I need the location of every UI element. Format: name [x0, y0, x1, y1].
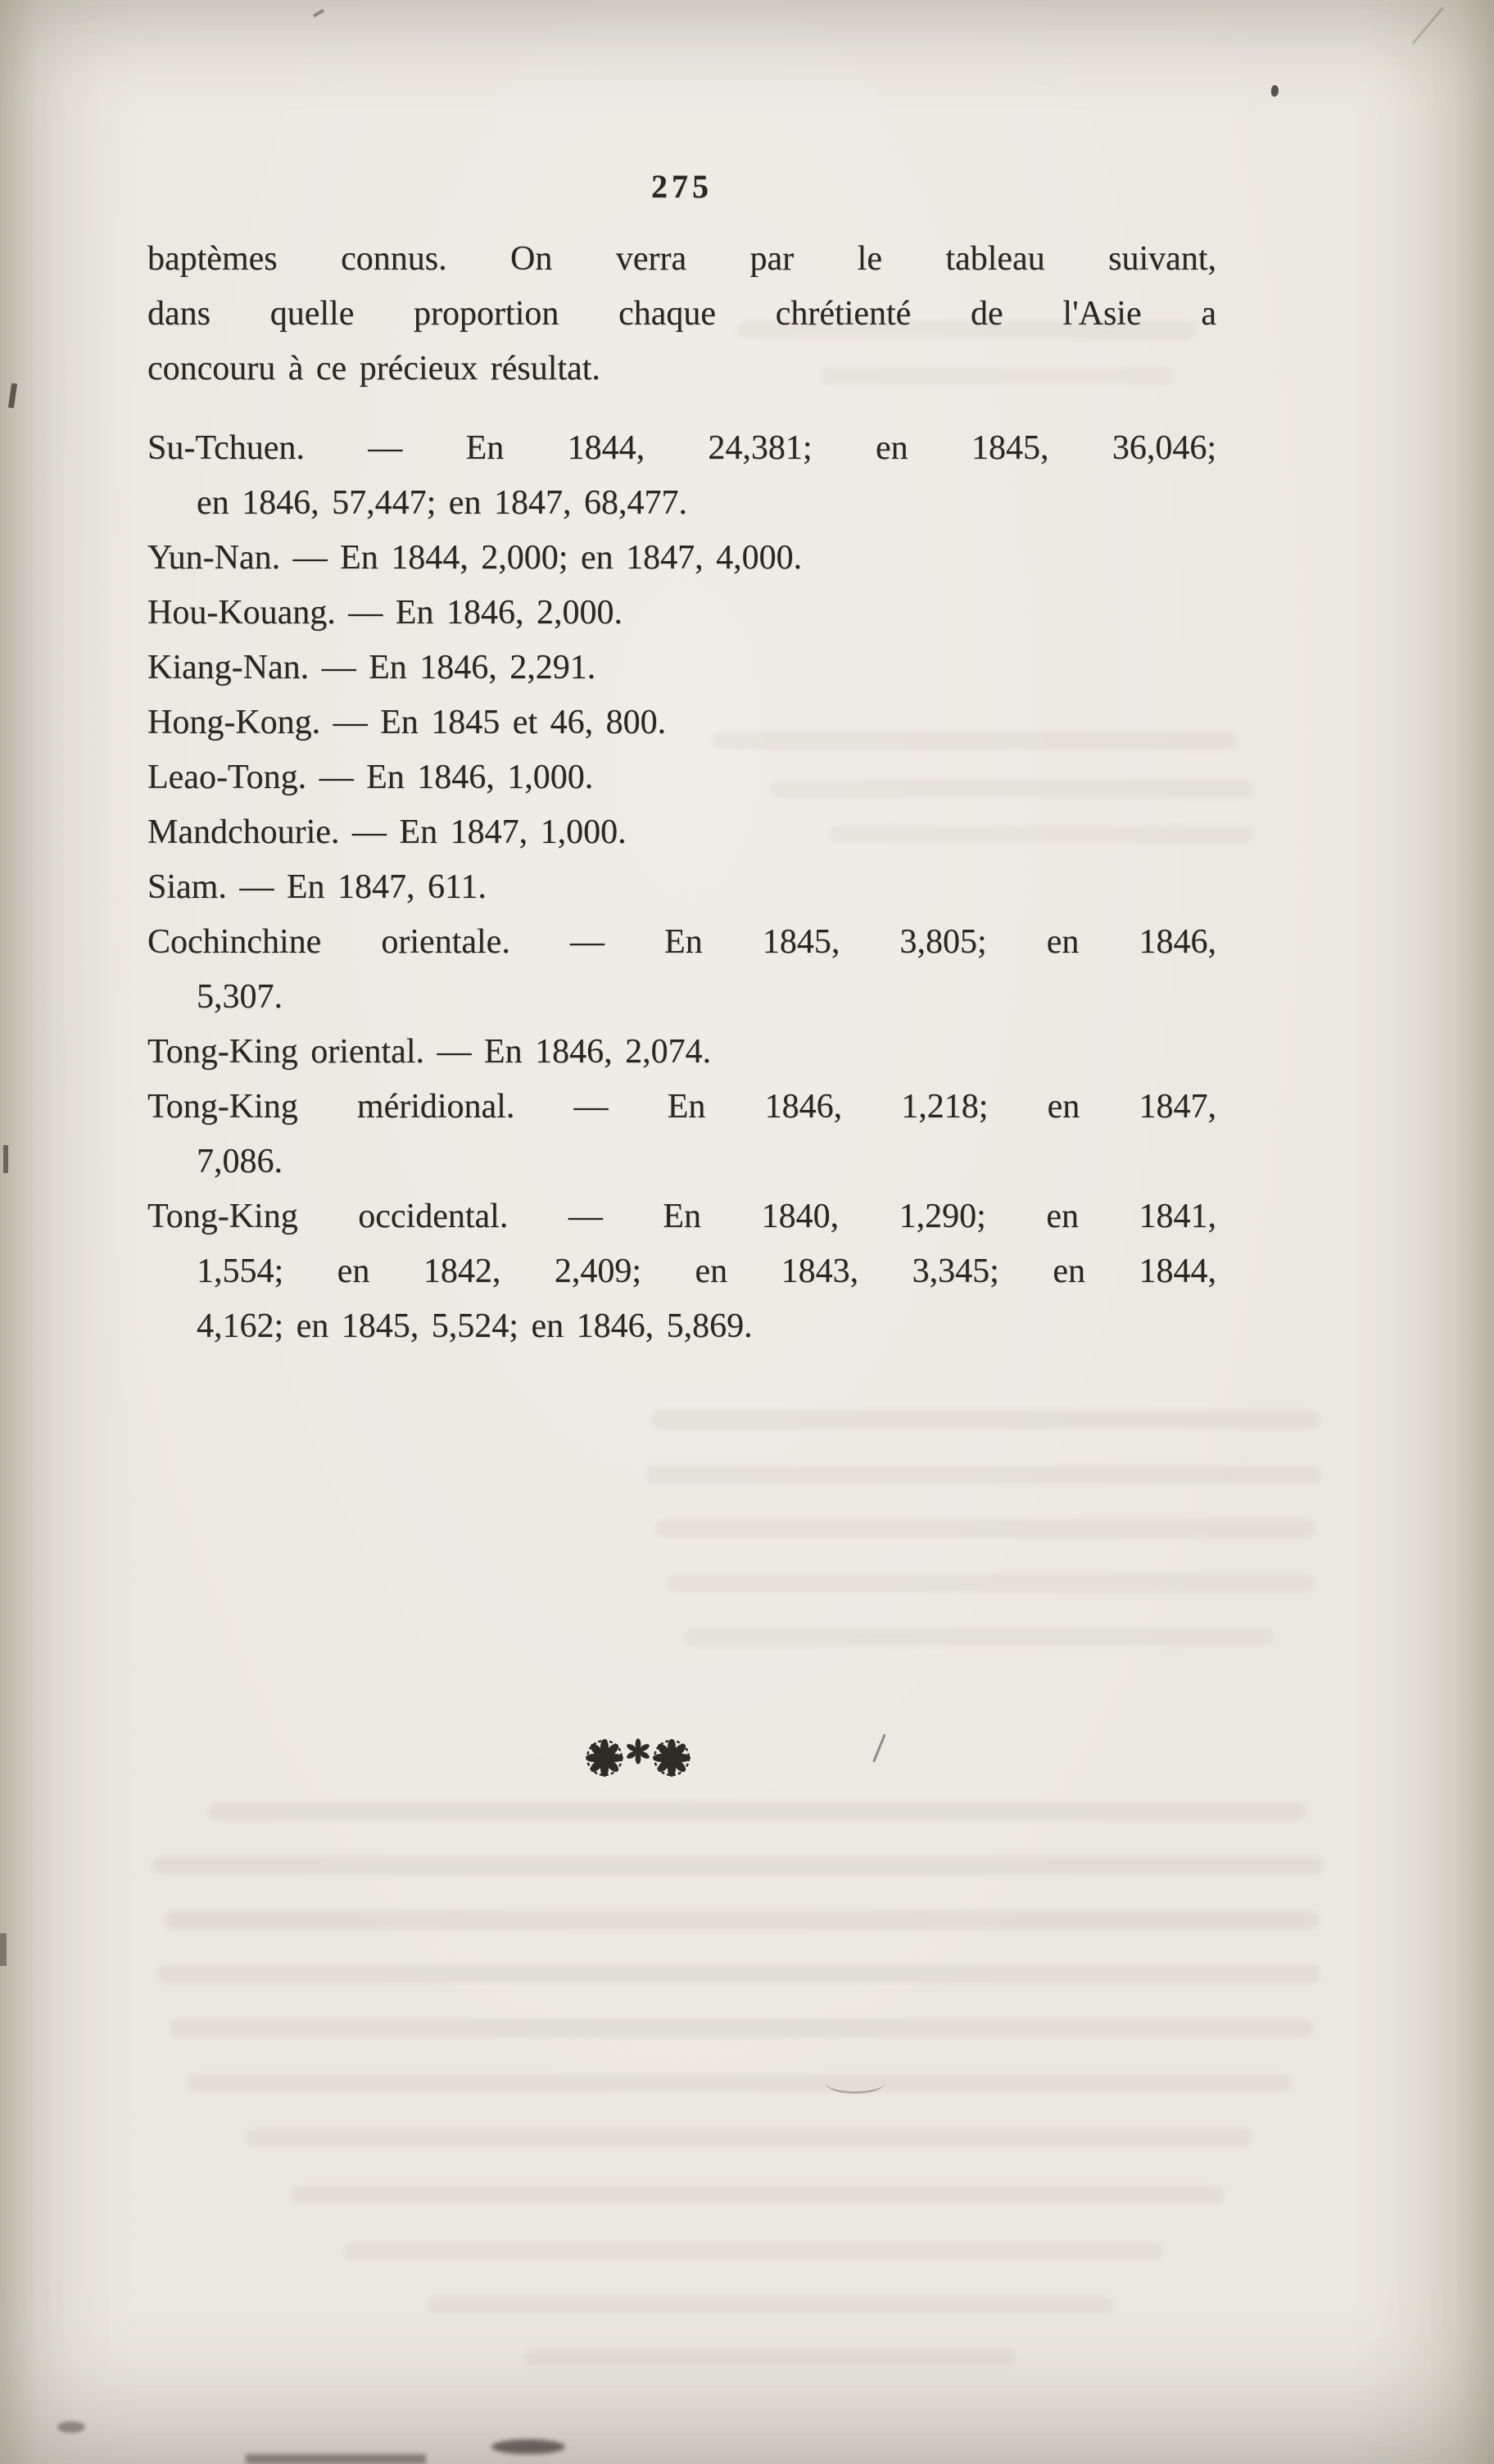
entry-continuation-line: en 1846, 57,447; en 1847, 68,477. — [197, 484, 687, 522]
mission-entry — [147, 421, 1216, 531]
mission-entry — [147, 915, 1216, 1025]
page-number: 275 — [651, 168, 713, 205]
mission-entry — [147, 1080, 1216, 1189]
entry-first-line: Hong-Kong. — En 1845 et 46, 800. — [147, 704, 667, 741]
scan-speck — [1412, 7, 1445, 44]
entry-continuation-line: 4,162; en 1845, 5,524; en 1846, 5,869. — [197, 1307, 753, 1345]
entry-continuation-line: 1,554; en 1842, 2,409; en 1843, 3,345; en 1844, — [197, 1252, 1216, 1290]
bleedthrough-line — [187, 2074, 1293, 2092]
intro-line: dans quelle proportion chaque chrétienté de l'Asie a — [147, 295, 1216, 333]
intro-line: baptèmes connus. On verra par le tableau suivant, — [147, 240, 1216, 278]
bleedthrough-line — [524, 2348, 1016, 2366]
entry-first-line: Cochinchine orientale. — En 1845, 3,805; en 1846, — [147, 923, 1216, 961]
mission-entry — [147, 641, 1216, 695]
bleedthrough-line — [209, 1802, 1306, 1820]
scan-speck — [313, 9, 324, 17]
scan-speck — [0, 1933, 7, 1966]
bleedthrough-line — [344, 2242, 1163, 2260]
bleedthrough-line — [164, 1911, 1319, 1929]
mission-entry — [147, 586, 1216, 641]
entry-continuation-line: 5,307. — [197, 978, 283, 1016]
entry-first-line: Yun-Nan. — En 1844, 2,000; en 1847, 4,000. — [147, 539, 803, 577]
bleedthrough-line — [152, 1856, 1324, 1874]
entry-first-line: Siam. — En 1847, 611. — [147, 868, 487, 906]
bleedthrough-line — [157, 1965, 1320, 1983]
entry-first-line: Tong-King occidental. — En 1840, 1,290; en 1841, — [147, 1198, 1216, 1235]
mission-entry — [147, 1025, 1216, 1080]
intro-paragraph — [147, 232, 1216, 396]
scan-pencil-mark — [826, 2072, 885, 2094]
scan-smudge — [491, 2439, 565, 2454]
printer-ornament-icon — [577, 1725, 699, 1784]
entry-first-line: Su-Tchuen. — En 1844, 24,381; en 1845, 36,046; — [147, 429, 1216, 467]
entry-first-line: Mandchourie. — En 1847, 1,000. — [147, 813, 627, 851]
scan-speck — [8, 383, 17, 409]
mission-list — [147, 421, 1216, 1354]
mission-entry — [147, 1189, 1216, 1354]
bleedthrough-line — [684, 1628, 1274, 1646]
bleedthrough-line — [655, 1520, 1315, 1538]
printer-ornament — [577, 1725, 699, 1784]
entry-first-line: Tong-King méridional. — En 1846, 1,218; en 1847, — [147, 1088, 1216, 1126]
entry-first-line: Tong-King oriental. — En 1846, 2,074. — [147, 1033, 712, 1071]
entry-first-line: Leao-Tong. — En 1846, 1,000. — [147, 759, 594, 796]
bleedthrough-line — [645, 1465, 1321, 1483]
scan-mark-stroke — [872, 1734, 885, 1763]
scan-smudge — [57, 2421, 85, 2433]
bleedthrough-line — [246, 2128, 1253, 2146]
bleedthrough-line — [651, 1411, 1319, 1429]
scan-smudge — [246, 2454, 426, 2464]
bleedthrough-line — [170, 2019, 1313, 2037]
mission-entry — [147, 750, 1216, 805]
bleedthrough-line — [426, 2296, 1114, 2314]
mission-entry — [147, 860, 1216, 915]
scan-speck — [1271, 85, 1279, 97]
entry-first-line: Hou-Kouang. — En 1846, 2,000. — [147, 594, 622, 632]
entry-continuation-line: 7,086. — [197, 1143, 283, 1180]
page-text-block — [147, 232, 1216, 1354]
bleedthrough-line — [291, 2185, 1225, 2204]
intro-line: concouru à ce précieux résultat. — [147, 350, 600, 387]
mission-entry — [147, 695, 1216, 750]
mission-entry — [147, 531, 1216, 586]
bleedthrough-line — [668, 1574, 1315, 1592]
entry-first-line: Kiang-Nan. — En 1846, 2,291. — [147, 649, 596, 686]
scan-speck — [3, 1145, 8, 1173]
mission-entry — [147, 805, 1216, 860]
